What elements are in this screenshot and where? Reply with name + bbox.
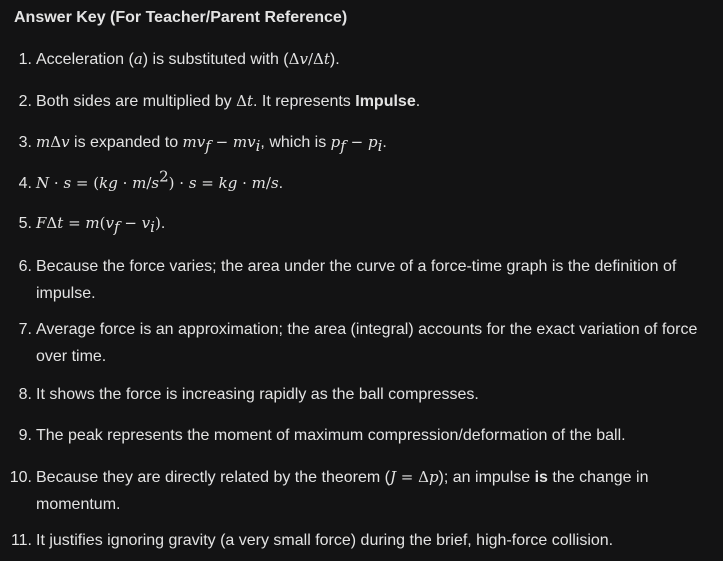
text-fragment: , which is xyxy=(260,134,331,151)
text-fragment: Both sides are multiplied by xyxy=(36,93,237,110)
math-fragment: m xyxy=(85,214,100,232)
math-fragment: p xyxy=(367,133,378,151)
math-fragment: / xyxy=(146,174,152,192)
answer-text xyxy=(36,88,720,115)
math-fragment: v xyxy=(61,133,70,151)
answer-text xyxy=(36,316,720,370)
text-fragment: . xyxy=(160,215,166,232)
text-fragment: The peak represents the moment of maximum compression/deformation of the ball. xyxy=(36,427,626,444)
answer-number: 1. xyxy=(18,51,32,68)
answer-number: 6. xyxy=(18,258,32,275)
math-fragment: J xyxy=(389,468,396,486)
math-fragment: i xyxy=(377,137,383,156)
math-fragment: · xyxy=(237,174,252,192)
math-fragment: p xyxy=(330,133,341,151)
math-fragment: t xyxy=(57,214,64,232)
text-fragment: . xyxy=(415,93,421,110)
math-fragment: − xyxy=(119,214,142,232)
answer-text xyxy=(36,210,720,237)
text-fragment: ) is substituted with ( xyxy=(142,51,289,68)
math-fragment: t xyxy=(323,50,330,68)
math-fragment: v xyxy=(299,50,308,68)
answer-text xyxy=(36,464,720,518)
math-fragment: / xyxy=(265,174,271,192)
math-fragment: m xyxy=(36,133,51,151)
math-fragment: Δ xyxy=(46,214,58,232)
math-fragment: Δ xyxy=(288,50,300,68)
answer-text xyxy=(36,527,720,554)
math-fragment: kg xyxy=(99,174,118,192)
math-fragment: Δ xyxy=(418,468,429,486)
bold-term: is xyxy=(534,469,548,486)
math-fragment: Δ xyxy=(50,133,62,151)
math-fragment: − xyxy=(210,133,233,151)
math-fragment: N xyxy=(36,174,50,192)
text-fragment: . It represents xyxy=(252,93,356,110)
math-fragment: a xyxy=(133,50,143,68)
text-fragment: ); an impulse xyxy=(438,469,535,486)
math-fragment: v xyxy=(141,214,151,232)
answer-number: 9. xyxy=(18,427,32,444)
math-fragment: s xyxy=(151,174,160,192)
answer-text xyxy=(36,129,720,156)
math-fragment: i xyxy=(150,218,155,237)
math-fragment: F xyxy=(36,214,47,232)
math-fragment: i xyxy=(255,137,261,156)
text-fragment: . xyxy=(278,175,284,192)
answer-key-title: Answer Key (For Teacher/Parent Reference) xyxy=(14,9,348,26)
answer-number: 5. xyxy=(18,215,32,232)
math-fragment: = xyxy=(63,214,86,232)
answer-number: 2. xyxy=(18,93,32,110)
answer-number: 4. xyxy=(18,175,32,192)
math-fragment: Δ xyxy=(313,50,324,68)
math-fragment: = ( xyxy=(71,174,100,192)
math-fragment: · xyxy=(117,174,133,192)
answer-number: 10. xyxy=(9,469,32,486)
math-fragment: mv xyxy=(182,133,206,151)
math-fragment: f xyxy=(205,137,211,156)
text-fragment: Because they are directly related by the theorem ( xyxy=(36,469,390,486)
text-fragment: the change in momentum. xyxy=(36,469,649,513)
answer-number: 8. xyxy=(18,386,32,403)
text-fragment: It shows the force is increasing rapidly as the ball compresses. xyxy=(36,386,479,403)
math-fragment: s xyxy=(188,174,197,192)
answer-text xyxy=(36,167,720,197)
math-fragment: ) · xyxy=(168,174,189,192)
text-fragment: is expanded to xyxy=(69,134,183,151)
answer-number: 11. xyxy=(10,532,32,549)
math-fragment: Δ xyxy=(236,92,247,110)
math-fragment: ) xyxy=(154,214,161,232)
answer-number: 3. xyxy=(18,134,32,151)
text-fragment: It justifies ignoring gravity (a very small force) during the brief, high-force collision. xyxy=(36,532,614,549)
math-fragment: s xyxy=(63,174,72,192)
math-fragment: = xyxy=(395,468,419,486)
bold-term: Impulse xyxy=(355,93,416,110)
math-fragment: 2 xyxy=(159,167,169,186)
math-fragment: = xyxy=(196,174,219,192)
answer-text xyxy=(36,422,720,449)
math-fragment: v xyxy=(105,214,114,232)
text-fragment: Average force is an approximation; the area (integral) accounts for the exact variation of force over time. xyxy=(36,321,698,365)
text-fragment: Because the force varies; the area under the curve of a force-time graph is the definition of impulse. xyxy=(36,258,677,302)
math-fragment: − xyxy=(345,133,368,151)
answer-text xyxy=(36,46,720,73)
math-fragment: · xyxy=(49,174,64,192)
math-fragment: s xyxy=(270,174,279,192)
math-fragment: ( xyxy=(99,214,106,232)
math-fragment: / xyxy=(307,50,313,68)
math-fragment: p xyxy=(428,468,439,486)
text-fragment: Acceleration ( xyxy=(36,51,134,68)
math-fragment: m xyxy=(251,174,266,192)
answer-text xyxy=(36,381,720,408)
math-fragment: kg xyxy=(218,174,238,192)
math-fragment: t xyxy=(246,92,253,110)
math-fragment: f xyxy=(340,137,346,156)
math-fragment: f xyxy=(113,218,120,237)
text-fragment: ). xyxy=(329,51,340,68)
math-fragment: mv xyxy=(232,133,256,151)
answer-number: 7. xyxy=(18,321,32,338)
text-fragment: . xyxy=(382,134,387,151)
math-fragment: m xyxy=(132,174,147,192)
answer-text xyxy=(36,253,720,307)
